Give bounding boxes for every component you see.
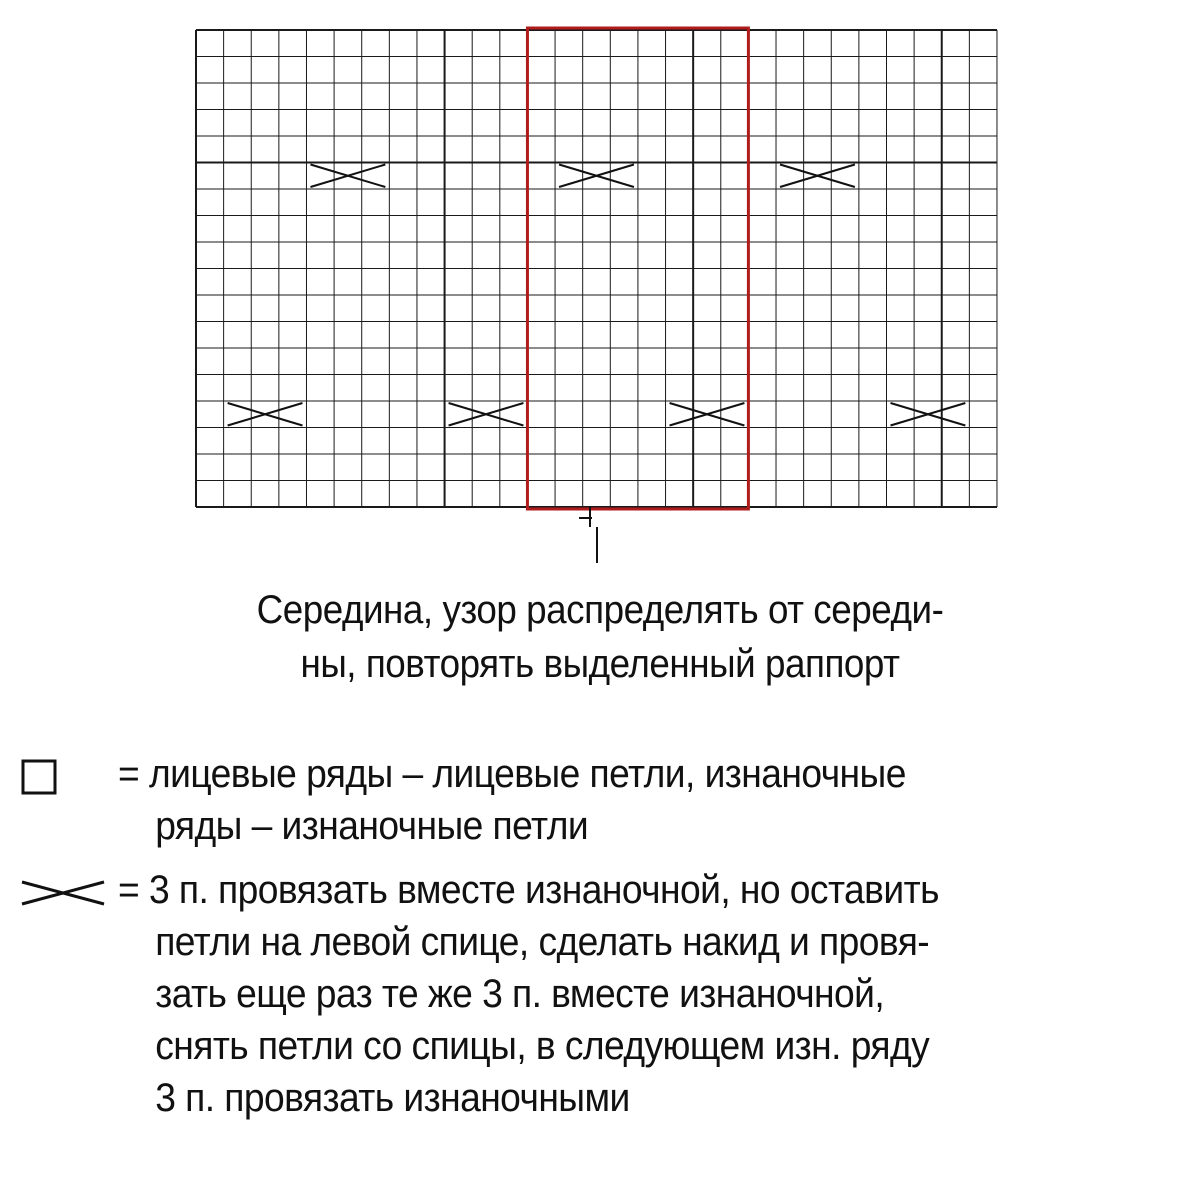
center-marker xyxy=(579,506,597,563)
legend-line: зать еще раз те же 3 п. вместе изнаночной, xyxy=(155,972,885,1016)
legend-line: = лицевые ряды – лицевые петли, изнаночные xyxy=(118,752,906,796)
legend-line: снять петли со спицы, в следующем изн. ряду xyxy=(155,1024,930,1068)
legend-line: петли на левой спице, сделать накид и провя- xyxy=(155,920,930,964)
cross-stitch-motif xyxy=(310,165,385,188)
cross-stitch-motif xyxy=(449,403,524,426)
cross-stitch-icon xyxy=(18,878,110,908)
legend-text-knit xyxy=(118,748,1200,852)
cross-stitch-motif xyxy=(891,403,966,426)
cross-stitch-motif xyxy=(559,165,634,188)
caption-line-1: Середина, узор распределять от середи- xyxy=(256,588,944,632)
legend-text-cross xyxy=(118,864,1200,1124)
cross-stitch-motif xyxy=(780,165,855,188)
cross-stitch-motif xyxy=(670,403,745,426)
square-icon xyxy=(20,758,60,798)
caption-line-2: ны, повторять выделенный раппорт xyxy=(300,642,900,686)
legend-line: 3 п. провязать изнаночными xyxy=(155,1076,630,1120)
legend-line: ряды – изнаночные петли xyxy=(155,804,589,848)
chart-grid xyxy=(196,30,997,507)
legend-line: = 3 п. провязать вместе изнаночной, но оставить xyxy=(118,868,939,912)
cross-stitch-motif xyxy=(228,403,303,426)
